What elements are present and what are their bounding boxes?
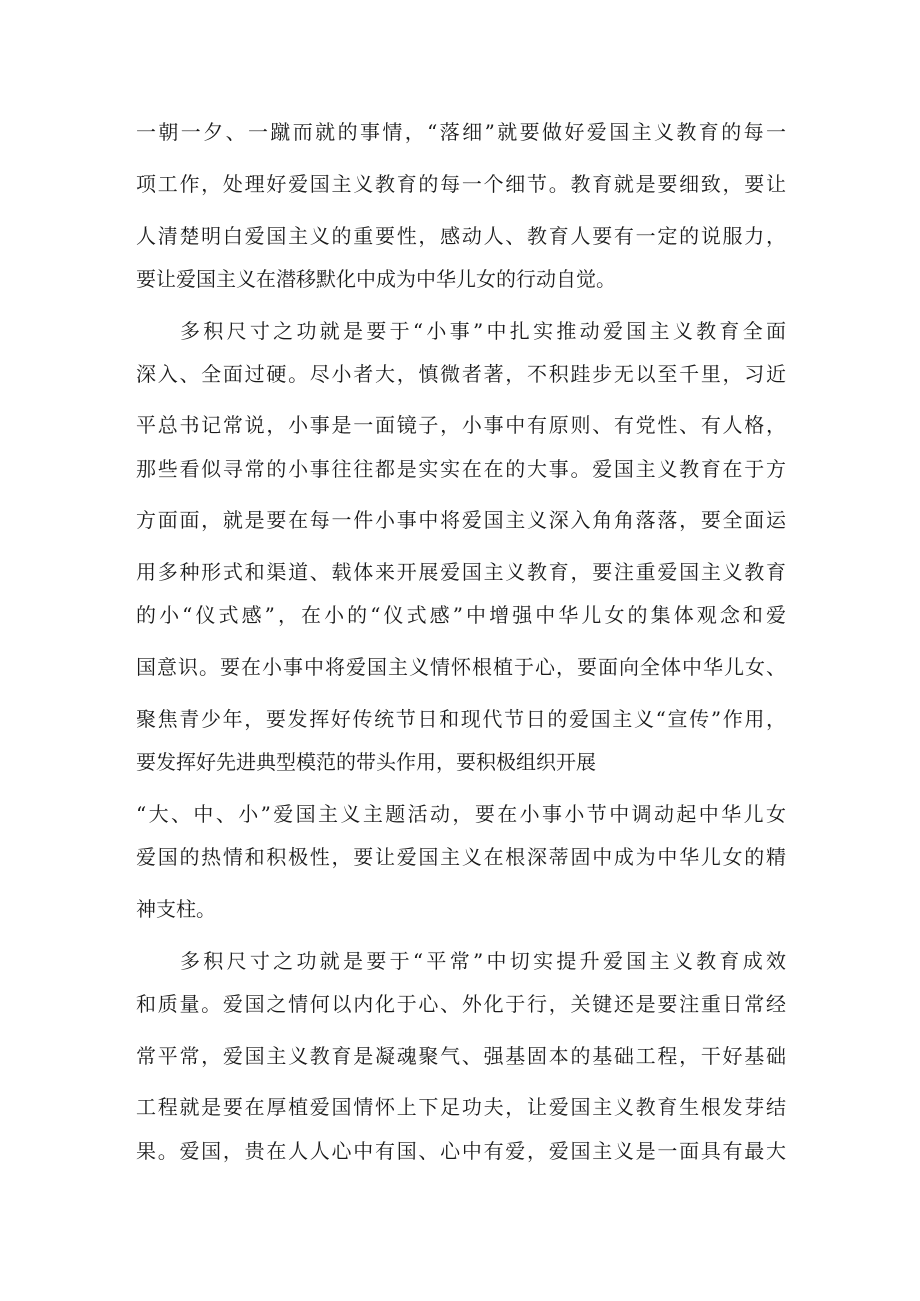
text-line: 那些看似寻常的小事往往都是实实在在的大事。爱国主义教育在于方 (136, 457, 786, 481)
text-line: 聚焦青少年，要发挥好传统节日和现代节日的爱国主义“宣传”作用， (136, 707, 786, 731)
text-line: 用多种形式和渠道、载体来开展爱国主义教育，要注重爱国主义教育 (136, 560, 786, 584)
text-line: 平总书记常说，小事是一面镜子，小事中有原则、有党性、有人格， (136, 413, 786, 437)
paragraph-start-line: 多积尺寸之功就是要于“平常”中切实提升爱国主义教育成效 (180, 949, 786, 973)
text-line: 要发挥好先进典型模范的带头作用，要积极组织开展 (136, 750, 596, 774)
text-line: 国意识。要在小事中将爱国主义情怀根植于心，要面向全体中华儿女、 (136, 655, 786, 679)
text-line: 和质量。爱国之情何以内化于心、外化于行，关键还是要注重日常经 (136, 992, 786, 1016)
text-line: 要让爱国主义在潜移默化中成为中华儿女的行动自觉。 (136, 267, 616, 291)
text-line: 爱国的热情和积极性，要让爱国主义在根深蒂固中成为中华儿女的精 (136, 845, 786, 869)
text-line: 神支柱。 (136, 897, 216, 921)
text-line: “大、中、小”爱国主义主题活动，要在小事小节中调动起中华儿女 (136, 802, 786, 826)
text-line: 工程就是要在厚植爱国情怀上下足功夫，让爱国主义教育生根发芽结 (136, 1095, 786, 1119)
text-line: 的小“仪式感”，在小的“仪式感”中增强中华儿女的集体观念和爱 (136, 603, 786, 627)
text-line: 方面面，就是要在每一件小事中将爱国主义深入角角落落，要全面运 (136, 508, 786, 532)
text-line: 一朝一夕、一蹴而就的事情，“落细”就要做好爱国主义教育的每一 (136, 120, 786, 144)
text-line: 果。爱国，贵在人人心中有国、心中有爱，爱国主义是一面具有最大 (136, 1139, 786, 1163)
text-line: 项工作，处理好爱国主义教育的每一个细节。教育就是要细致，要让 (136, 172, 786, 196)
text-line: 常平常，爱国主义教育是凝魂聚气、强基固本的基础工程，干好基础 (136, 1044, 786, 1068)
text-line: 深入、全面过硬。尽小者大，慎微者著，不积跬步无以至千里，习近 (136, 362, 786, 386)
paragraph-start-line: 多积尺寸之功就是要于“小事”中扎实推动爱国主义教育全面 (180, 319, 786, 343)
text-line: 人清楚明白爱国主义的重要性，感动人、教育人要有一定的说服力， (136, 224, 786, 248)
